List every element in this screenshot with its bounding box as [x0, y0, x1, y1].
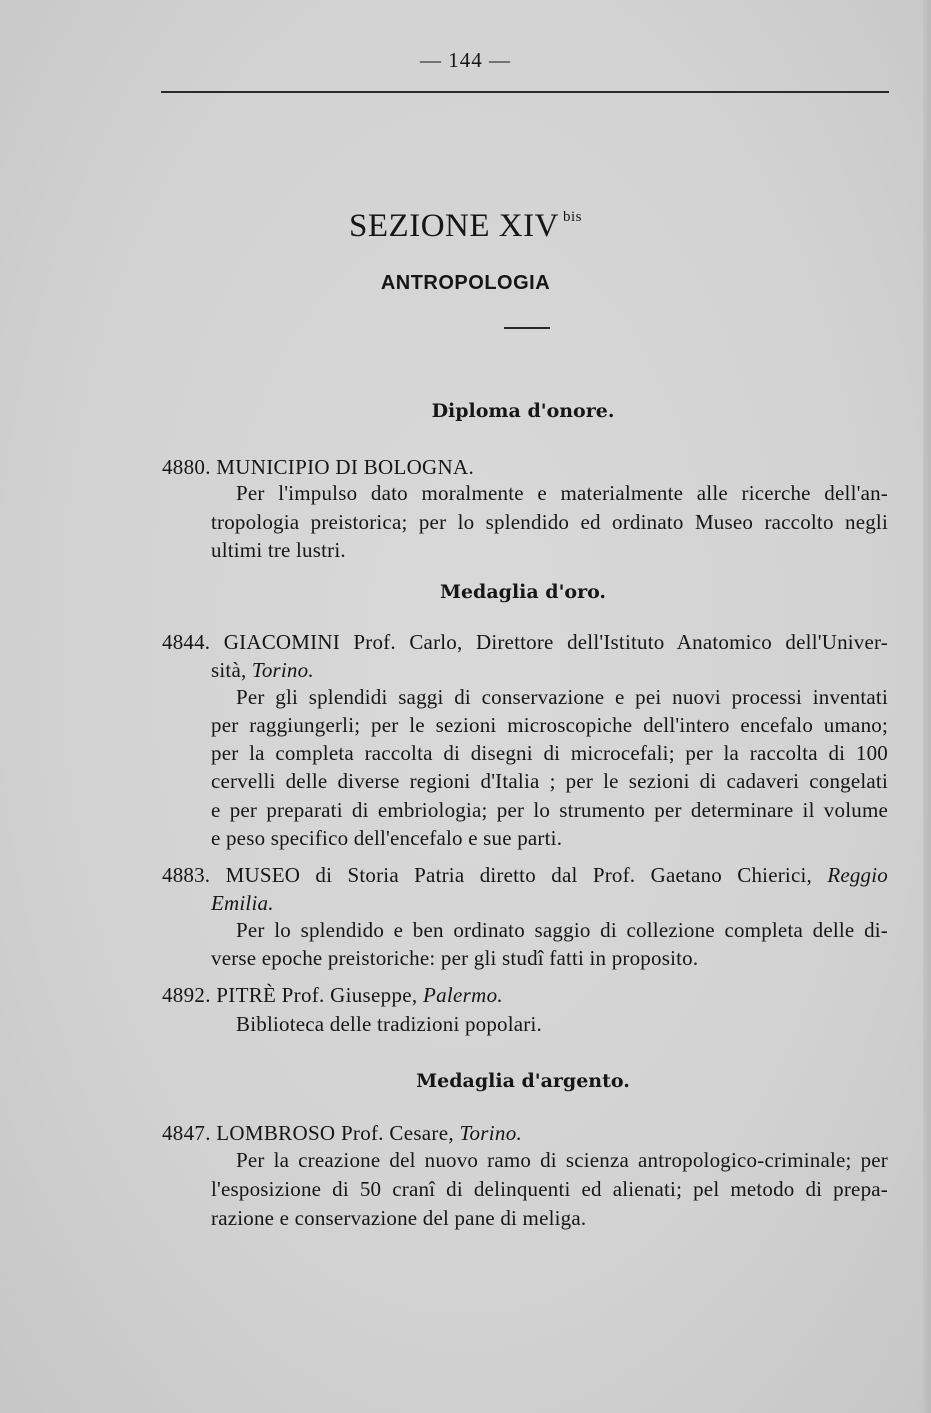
section-title-superscript: bis: [562, 209, 582, 225]
entry-4880-line-1: Per l'impulso dato moralmente e materialmente alle ricerche dell'an-: [236, 481, 888, 505]
section-divider: [504, 327, 550, 329]
entry-4883-place: Reggio: [827, 863, 888, 887]
header-rule: [161, 91, 889, 93]
entry-4844-line-4: cervelli delle diverse regioni d'Italia ; per le sezioni di cadaveri congelati: [211, 769, 888, 793]
section-subtitle: ANTROPOLOGIA: [380, 272, 551, 294]
entry-4883-line-1: Per lo splendido e ben ordinato saggio di collezione completa delle di-: [236, 918, 888, 942]
entry-4844-place: Torino.: [251, 658, 314, 682]
entry-4880-line-2: tropologia preistorica; per lo splendido ed ordinato Museo raccolto negli: [211, 510, 888, 534]
entry-4847-line-1: Per la creazione del nuovo ramo di scienza antropologico-criminale; per: [236, 1148, 888, 1172]
entry-4847-line-2: l'esposizione di 50 cranî di delinquenti ed alienati; pel metodo di prepa-: [211, 1177, 888, 1201]
entry-4892-head-text: 4892. PITRÈ Prof. Giuseppe,: [162, 983, 418, 1007]
entry-4844-line-2: per raggiungerli; per le sezioni microscopiche dell'intero encefalo umano;: [211, 713, 888, 737]
heading-medaglia-argento: Medaglia d'argento.: [416, 1070, 630, 1092]
entry-4844-line-6: e peso specifico dell'encefalo e sue parti.: [211, 826, 563, 850]
entry-4892-head: [162, 983, 503, 1008]
entry-4844-line-1: Per gli splendidi saggi di conservazione e pei nuovi processi inventati: [236, 685, 888, 709]
entry-4847-line-3: razione e conservazione del pane di meliga.: [211, 1206, 587, 1230]
entry-4883-head: [162, 863, 888, 888]
entry-4844-head: 4844. GIACOMINI Prof. Carlo, Direttore dell'Istituto Anatomico dell'Univer-: [162, 630, 888, 654]
heading-medaglia-oro: Medaglia d'oro.: [439, 581, 607, 603]
entry-4892-line-1: Biblioteca delle tradizioni popolari.: [236, 1012, 542, 1036]
entry-4847-place: Torino.: [459, 1121, 523, 1145]
section-title: [0, 208, 931, 245]
entry-4844-head-cont: [211, 658, 314, 683]
entry-4844-head-cont-text: sità,: [211, 658, 247, 682]
entry-4844-line-5: e per preparati di embriologia; per lo strumento per determinare il volume: [211, 798, 888, 822]
entry-4880-head: 4880. MUNICIPIO DI BOLOGNA.: [162, 455, 475, 479]
entry-4883-head-text: 4883. MUSEO di Storia Patria diretto dal Prof. Gaetano Chierici,: [162, 863, 812, 887]
entry-4880-line-3: ultimi tre lustri.: [211, 538, 346, 562]
entry-4883-place-cont: Emilia.: [211, 891, 274, 915]
entry-4883-line-2: verse epoche preistoriche: per gli studî fatti in proposito.: [211, 946, 699, 970]
entry-4844-line-3: per la completa raccolta di disegni di microcefali; per la raccolta di 100: [211, 741, 888, 765]
entry-4847-head: [162, 1121, 522, 1146]
heading-diploma: Diploma d'onore.: [431, 400, 615, 422]
entry-4892-place: Palermo.: [422, 983, 503, 1007]
entry-4847-head-text: 4847. LOMBROSO Prof. Cesare,: [162, 1121, 454, 1145]
page-number: — 144 —: [420, 48, 511, 72]
section-title-text: SEZIONE XIV: [349, 208, 559, 244]
